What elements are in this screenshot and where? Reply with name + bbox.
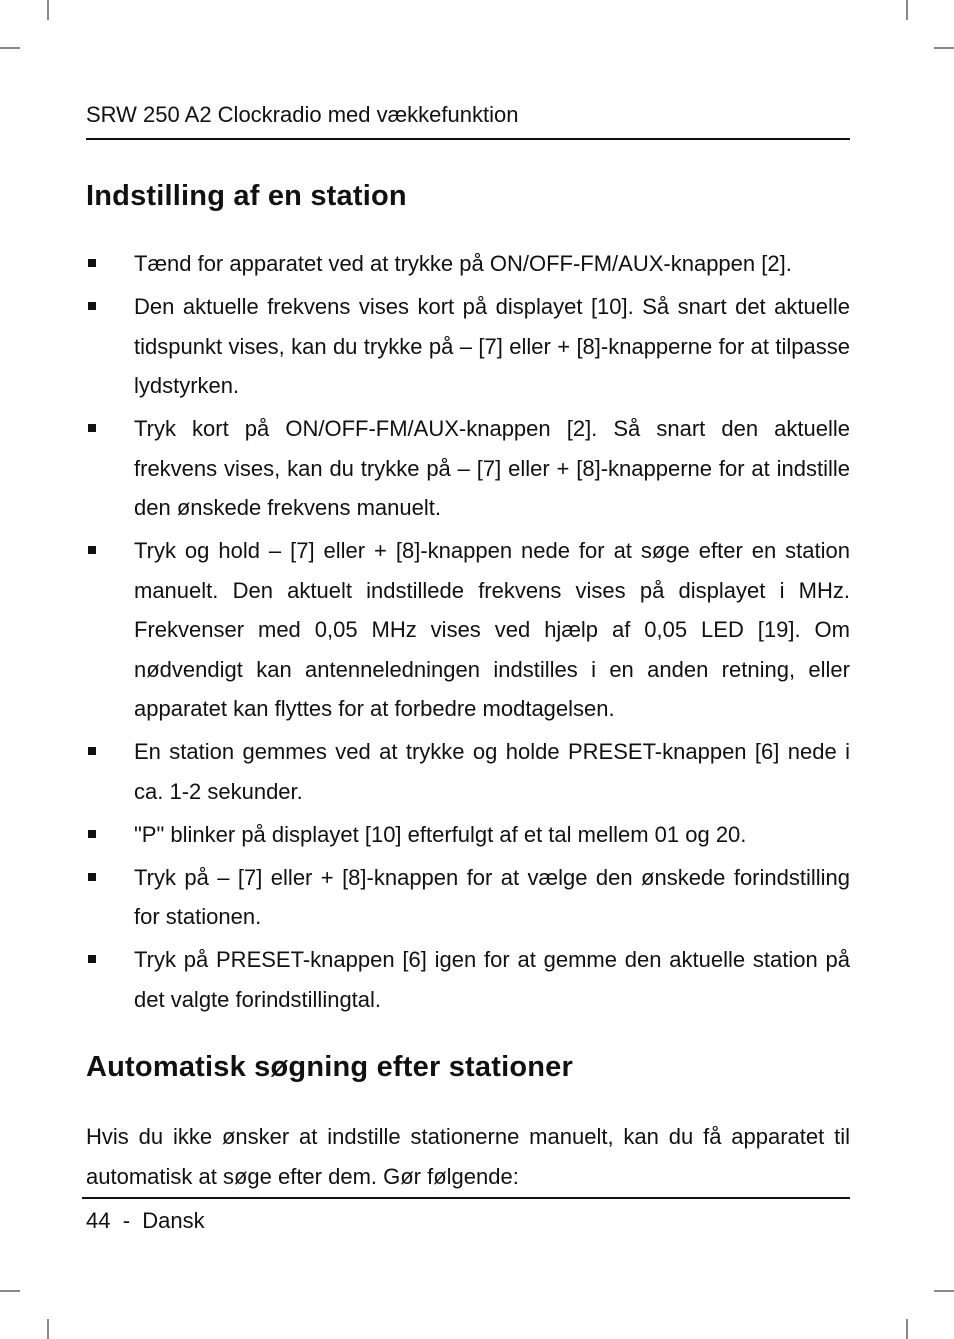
footer-divider	[82, 1197, 850, 1199]
section-heading-station: Indstilling af en station	[86, 180, 407, 212]
list-item-text: Tænd for apparatet ved at trykke på ON/OFF-FM/AUX-knappen [2].	[134, 251, 792, 276]
list-item-text: Tryk og hold – [7] eller + [8]-knappen nede for at søge efter en station manuelt. Den aktuelt indstillede frekvens vises på displayet i MHz. Frekvenser med 0,05 MHz vises ved hjælp af 0,05 LED [19]. Om nødvendigt kan antenneledningen indstilles i en anden retning, eller apparatet kan flyttes for at forbedre modtagelsen.	[134, 538, 850, 721]
bullet-icon	[88, 259, 96, 267]
crop-mark	[47, 0, 49, 20]
list-item-text: Den aktuelle frekvens vises kort på displayet [10]. Så snart det aktuelle tidspunkt vises, kan du trykke på – [7] eller + [8]-knapperne for at tilpasse lydstyrken.	[134, 294, 850, 398]
list-item-text: "P" blinker på displayet [10] efterfulgt af et tal mellem 01 og 20.	[134, 821, 747, 847]
bullet-icon	[88, 955, 96, 963]
bullet-icon	[88, 873, 96, 881]
list-item-text: Tryk på PRESET-knappen [6] igen for at gemme den aktuelle station på det valgte forindstillingtal.	[134, 947, 850, 1012]
list-item	[86, 732, 850, 811]
section-heading-auto-search: Automatisk søgning efter stationer	[86, 1051, 573, 1083]
crop-mark	[0, 1290, 20, 1292]
crop-mark	[906, 0, 908, 20]
bullet-icon	[88, 830, 96, 838]
page-header: SRW 250 A2 Clockradio med vækkefunktion	[86, 100, 850, 140]
crop-mark	[906, 1319, 908, 1339]
list-item	[86, 815, 850, 855]
crop-mark	[934, 47, 954, 49]
list-item	[86, 244, 850, 284]
crop-mark	[934, 1290, 954, 1292]
list-item	[86, 531, 850, 729]
list-item	[86, 287, 850, 406]
crop-mark	[0, 47, 20, 49]
list-item-text: Tryk på – [7] eller + [8]-knappen for at vælge den ønskede forindstilling for stationen.	[134, 864, 850, 929]
page-footer: 44 - Dansk	[86, 1208, 205, 1233]
body-paragraph: Hvis du ikke ønsker at indstille stationerne manuelt, kan du få apparatet til automatisk at søge efter dem. Gør følgende:	[86, 1124, 850, 1189]
list-item-text: En station gemmes ved at trykke og holde PRESET-knappen [6] nede i ca. 1-2 sekunder.	[134, 739, 850, 804]
bullet-icon	[88, 424, 96, 432]
bullet-icon	[88, 546, 96, 554]
bullet-icon	[88, 302, 96, 310]
list-item	[86, 940, 850, 1019]
instruction-list	[86, 244, 850, 1023]
list-item-text: Tryk kort på ON/OFF-FM/AUX-knappen [2]. Så snart den aktuelle frekvens vises, kan du trykke på – [7] eller + [8]-knapperne for at indstille den ønskede frekvens manuelt.	[134, 416, 850, 520]
list-item	[86, 409, 850, 528]
list-item	[86, 858, 850, 937]
crop-mark	[47, 1319, 49, 1339]
bullet-icon	[88, 747, 96, 755]
